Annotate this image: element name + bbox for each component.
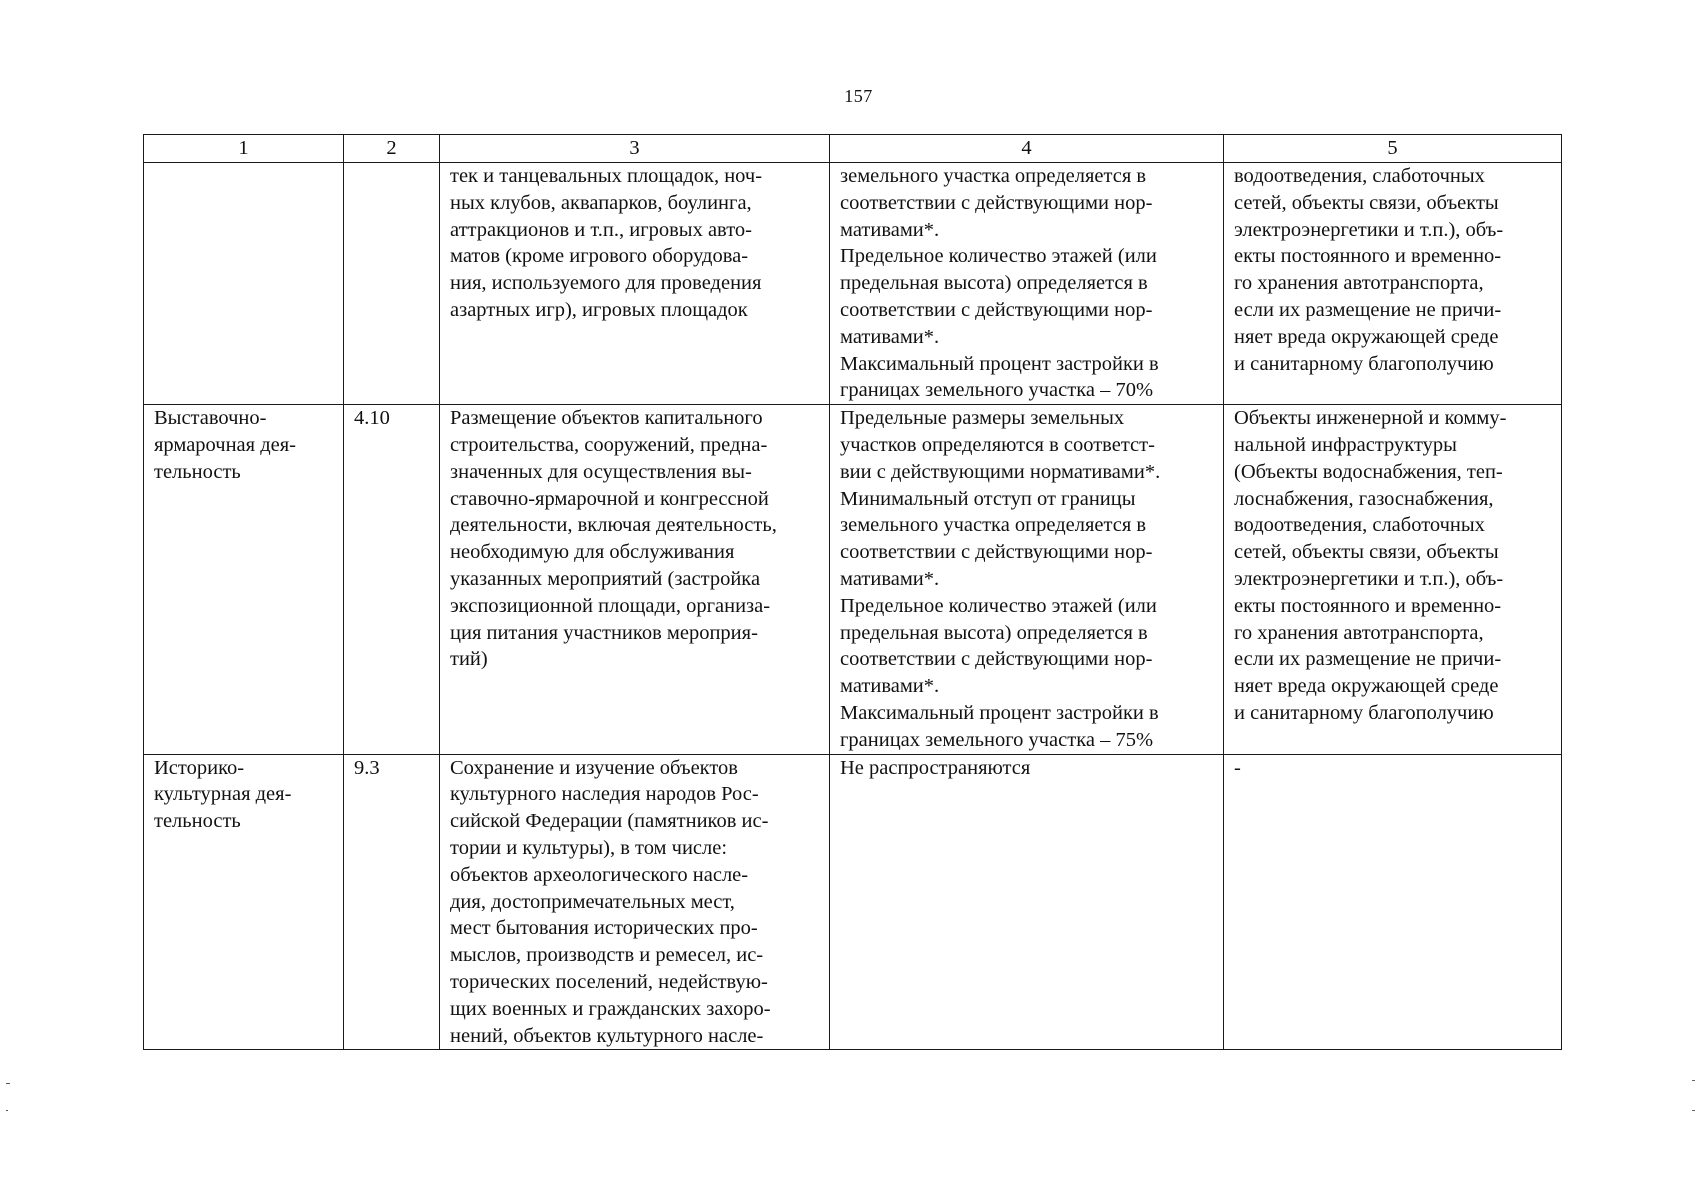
page-number: 157 [844,86,873,106]
use-description-cell: Сохранение и изучение объектов культурного наследия народов Рос- сийской Федерации (памятников ис- тории и культуры), в том числе: объектов археологического насле- дия, достопримечательных мест, мест бытования исторических про- мыслов, производств и ремесел, ис- торических поселений, недействую- щих военных и гражданских захоро- нений, объектов культурного насле- [440,754,830,1050]
use-type-name-cell [144,163,344,405]
use-description-cell: тек и танцевальных площадок, ноч- ных клубов, аквапарков, боулинга, аттракционов и т.п., игровых авто- матов (кроме игрового оборудова- ния, используемого для проведения азартных игр), игровых площадок [440,163,830,405]
table-row [144,754,1562,1050]
construction-parameters-cell: Предельные размеры земельных участков определяются в соответст- вии с действующими нормативами*. Минимальный отступ от границы земельного участка определяется в соответствии с действующими нор- мативами*. Предельное количество этажей (или предельная высота) определяется в соответствии с действующими нор- мативами*. Максимальный процент застройки в границах земельного участка – 75% [830,405,1224,754]
use-type-code-cell: 9.3 [344,754,440,1050]
auxiliary-uses-cell: - [1224,754,1562,1050]
scan-margin-mark [6,1110,8,1111]
construction-parameters-cell: Не распространяются [830,754,1224,1050]
use-description-cell: Размещение объектов капитального строительства, сооружений, предна- значенных для осуществления вы- ставочно-ярмарочной и конгрессной деятельности, включая деятельность, необходимую для обслуживания указанных мероприятий (застройка экспозиционной площади, организа- ция питания участников мероприя- тий) [440,405,830,754]
table-row [144,405,1562,754]
use-type-name-cell: Выставочно- ярмарочная дея- тельность [144,405,344,754]
use-type-name-cell: Историко- культурная дея- тельность [144,754,344,1050]
table-header-row [144,135,1562,163]
scan-margin-mark [1692,1110,1695,1111]
column-header-5: 5 [1224,135,1562,163]
column-header-2: 2 [344,135,440,163]
table-row [144,163,1562,405]
scan-margin-mark [1692,1080,1695,1081]
column-header-1: 1 [144,135,344,163]
use-type-code-cell: 4.10 [344,405,440,754]
auxiliary-uses-cell: Объекты инженерной и комму- нальной инфраструктуры (Объекты водоснабжения, теп- лоснабжения, газоснабжения, водоотведения, слаботочных сетей, объекты связи, объекты электроэнергетики и т.п.), объ- екты постоянного и временно- го хранения автотранспорта, если их размещение не причи- няет вреда окружающей среде и санитарному благополучию [1224,405,1562,754]
land-use-table [143,134,1562,1050]
auxiliary-uses-cell: водоотведения, слаботочных сетей, объекты связи, объекты электроэнергетики и т.п.), объ- екты постоянного и временно- го хранения автотранспорта, если их размещение не причи- няет вреда окружающей среде и санитарному благополучию [1224,163,1562,405]
scan-margin-mark [6,1083,10,1084]
construction-parameters-cell: земельного участка определяется в соответствии с действующими нор- мативами*. Предельное количество этажей (или предельная высота) определяется в соответствии с действующими нор- мативами*. Максимальный процент застройки в границах земельного участка – 70% [830,163,1224,405]
column-header-3: 3 [440,135,830,163]
use-type-code-cell [344,163,440,405]
column-header-4: 4 [830,135,1224,163]
